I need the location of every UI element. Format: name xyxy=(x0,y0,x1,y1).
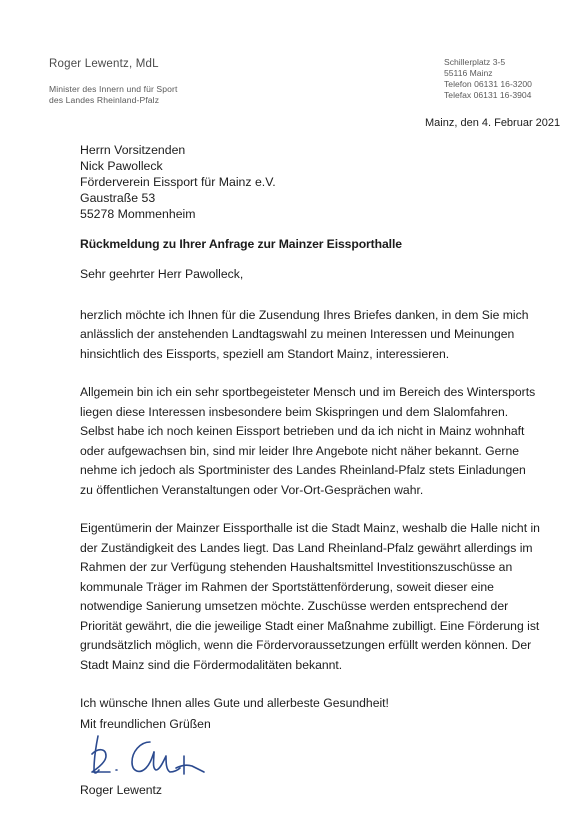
paragraph-1-line-1: herzlich möchte ich Ihnen für die Zusendung Ihres Briefes danken, in dem Sie mich xyxy=(80,308,529,322)
paragraph-3-line-5: notwendige Sanierung umsetzen möchte. Zuschüsse werden entsprechend der xyxy=(80,599,509,613)
recipient-line-4: Gaustraße 53 xyxy=(80,191,156,205)
sender-title-line-1: Minister des Innern und für Sport xyxy=(49,84,178,94)
paragraph-2-line-4: oder aufgewachsen bin, sind mir leider Ihre Angebote nicht näher bekannt. Gerne xyxy=(80,444,520,458)
paragraph-3-line-1: Eigentümerin der Mainzer Eissporthalle ist die Stadt Mainz, weshalb die Halle nicht in xyxy=(80,521,540,535)
paragraph-2-line-6: zu öffentlichen Veranstaltungen oder Vor-Ort-Gesprächen wahr. xyxy=(80,483,424,497)
paragraph-3-line-4: kommunale Träger im Rahmen der Sportstättenförderung, soweit dieser eine xyxy=(80,580,494,594)
sender-fax: Telefax 06131 16-3904 xyxy=(444,90,532,100)
letter-subject: Rückmeldung zu Ihrer Anfrage zur Mainzer Eissporthalle xyxy=(80,237,402,251)
sender-address-street: Schillerplatz 3-5 xyxy=(444,57,506,67)
paragraph-3-line-7: grundsätzlich möglich, wenn die Fördervoraussetzungen erfüllt werden können. Der xyxy=(80,638,532,652)
recipient-line-5: 55278 Mommenheim xyxy=(80,207,196,221)
recipient-line-1: Herrn Vorsitzenden xyxy=(80,143,186,157)
closing: Mit freundlichen Grüßen xyxy=(80,717,211,731)
sender-phone: Telefon 06131 16-3200 xyxy=(444,79,532,89)
handwritten-signature xyxy=(80,730,215,785)
paragraph-3-line-8: Stadt Mainz sind die Fördermodalitäten bekannt. xyxy=(80,658,343,672)
paragraph-2-line-5: nehme ich jedoch als Sportminister des Landes Rheinland-Pfalz stets Einladungen xyxy=(80,463,526,477)
sender-address-city: 55116 Mainz xyxy=(444,68,493,78)
paragraph-3-line-6: Priorität gewährt, die die jeweilige Stadt einer Maßnahme zubilligt. Eine Förderung ist xyxy=(80,619,540,633)
recipient-line-3: Förderverein Eissport für Mainz e.V. xyxy=(80,175,276,189)
recipient-line-2: Nick Pawolleck xyxy=(80,159,163,173)
paragraph-4-line-1: Ich wünsche Ihnen alles Gute und allerbeste Gesundheit! xyxy=(80,696,389,710)
paragraph-2-line-2: liegen diese Interessen insbesondere beim Skispringen und dem Slalomfahren. xyxy=(80,405,509,419)
sender-title-line-2: des Landes Rheinland-Pfalz xyxy=(49,95,160,105)
letter-date: Mainz, den 4. Februar 2021 xyxy=(425,117,561,129)
paragraph-2-line-3: Selbst habe ich noch keinen Eissport betrieben und da ich nicht in Mainz wohnhaft xyxy=(80,424,525,438)
sender-name: Roger Lewentz, MdL xyxy=(49,58,159,70)
salutation: Sehr geehrter Herr Pawolleck, xyxy=(80,267,244,281)
paragraph-3-line-2: der Zuständigkeit des Landes liegt. Das Land Rheinland-Pfalz gewährt allerdings im xyxy=(80,541,533,555)
signature-name: Roger Lewentz xyxy=(80,783,162,797)
paragraph-1-line-2: anlässlich der anstehenden Landtagswahl zu meinen Interessen und Meinungen xyxy=(80,327,515,341)
paragraph-2-line-1: Allgemein bin ich ein sehr sportbegeisteter Mensch und im Bereich des Wintersports xyxy=(80,385,536,399)
paragraph-1-line-3: hinsichtlich des Eissports, speziell am Standort Mainz, interessieren. xyxy=(80,347,450,361)
paragraph-3-line-3: Rahmen der zur Verfügung stehenden Haushaltsmittel Investitionszuschüsse an xyxy=(80,560,513,574)
